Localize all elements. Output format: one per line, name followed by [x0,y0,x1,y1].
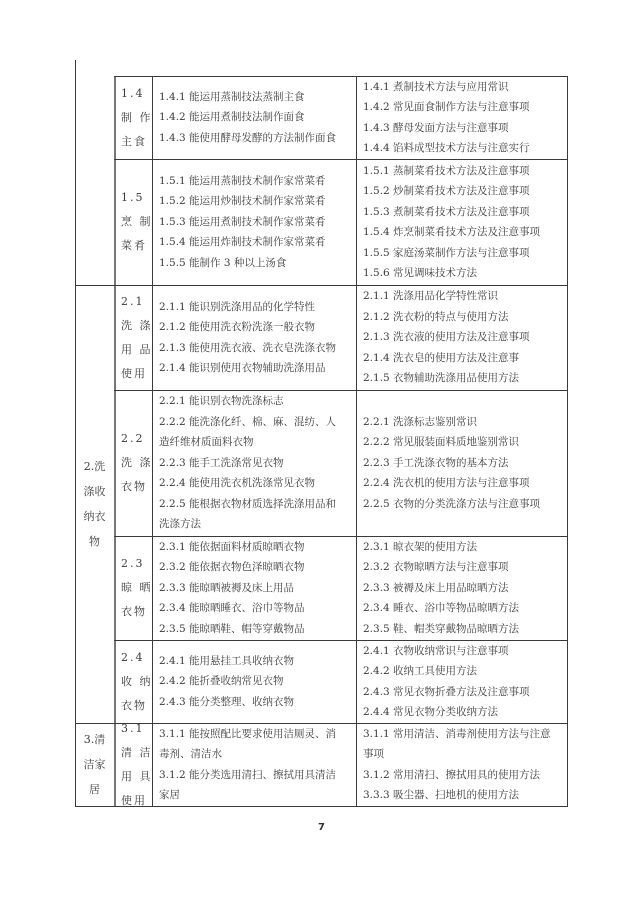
skill-requirements-line: 2.4.2 能折叠收纳常见衣物 [159,675,284,688]
unit-title-line: 使用 [121,366,147,380]
related-knowledge-line: 2.1.1 洗涤用品化学特性常识 [363,290,499,303]
unit-title-line: 使用 [121,793,147,807]
skill-requirements-line: 2.1.3 能使用洗衣液、洗衣皂洗涤衣物 [159,341,337,354]
unit-title-line: 清 洁 [121,745,153,759]
unit-title-line: 2.1 [121,294,145,308]
related-knowledge [357,724,568,806]
unit-title [115,717,153,813]
skill-requirements-line: 2.3.1 能依据面料材质晾晒衣物 [159,540,305,553]
unit-title-line: 菜肴 [121,239,147,252]
skill-requirements-line: 2.4.3 能分类整理、收纳衣物 [159,695,295,708]
skill-requirements-line: 2.1.1 能识别洗涤用品的化学特性 [159,300,316,313]
section-title [75,454,114,554]
related-knowledge [357,161,568,284]
related-knowledge-line: 1.5.3 煮制菜肴技术方法及注意事项 [363,205,530,218]
skill-requirements [153,651,357,713]
related-knowledge-line: 1.4.4 馅料成型技术方法与注意实行 [363,142,530,154]
related-knowledge-line: 2.1.2 洗衣粉的特点与使用方法 [363,310,509,323]
unit-title-line: 衣物 [121,698,147,712]
skill-requirements-line: 1.5.5 能制作 3 种以上汤食 [159,256,287,269]
skill-requirements-line: 1.5.4 能运用炸制技术制作家常菜肴 [159,236,326,249]
related-knowledge-line: 2.2.2 常见服装面料质地鉴别常识 [363,436,520,449]
skill-requirements-line: 家居 [159,789,180,801]
unit-title-line: 晾 晒 [121,581,153,594]
page-number: 7 [318,822,325,833]
skill-requirements-line: 1.4.2 能运用煮制技法制作面食 [159,111,305,124]
unit-title [115,82,153,154]
skill-requirements-line: 2.3.5 能晾晒鞋、帽等穿戴物品 [159,622,305,635]
related-knowledge-line: 2.3.3 被褥及床上用品晾晒方法 [363,581,509,594]
related-knowledge-line: 2.4.3 常见衣物折叠方法及注意事项 [363,685,530,698]
unit-title-line: 洗 涤 [121,318,153,332]
skill-requirements [153,724,357,806]
unit-title-line: 衣物 [121,480,147,493]
related-knowledge [357,77,568,159]
unit-title-line: 收 纳 [121,674,153,688]
skill-requirements [153,87,357,149]
related-knowledge-line: 2.2.4 洗衣机的使用方法与注意事项 [363,477,530,490]
unit-title-line: 2.2 [121,432,145,445]
unit-title-line: 制 作 [121,110,153,124]
skill-requirements [153,297,357,379]
skill-requirements-line: 2.2.2 能洗涤化纤、棉、麻、混纺、人 [159,415,337,428]
related-knowledge-line: 1.5.5 家庭汤菜制作方法与注意事项 [363,246,530,259]
related-knowledge-line: 2.2.3 手工洗涤衣物的基本方法 [363,456,509,469]
skill-requirements-line: 造纤维材质面料衣物 [159,436,254,449]
related-knowledge-line: 1.5.4 炸烹制菜肴技术方法及注意事项 [363,226,541,238]
unit-title-line: 用 品 [121,342,153,356]
related-knowledge-line: 2.3.4 睡衣、浴巾等物品晾晒方法 [363,602,520,615]
skill-requirements-line: 2.3.4 能晾晒睡衣、浴巾等物品 [159,602,305,615]
related-knowledge [357,641,568,723]
skill-requirements-line: 2.1.4 能识别使用衣物辅助洗涤用品 [159,362,326,374]
skill-requirements [153,537,357,640]
unit-title [115,646,153,718]
skill-requirements-line: 1.4.3 能使用酵母发酵的方法制作面食 [159,131,337,144]
skill-requirements-line: 2.1.2 能使用洗衣粉洗涤一般衣物 [159,321,316,333]
skill-requirements-line: 1.5.1 能运用蒸制技术制作家常菜肴 [159,174,326,187]
related-knowledge-line: 2.3.5 鞋、帽类穿戴物品晾晒方法 [363,622,520,635]
related-knowledge-line: 2.3.2 衣物晾晒方法与注意事项 [363,561,509,574]
related-knowledge-line: 2.1.3 洗衣液的使用方法及注意事项 [363,331,530,344]
skill-requirements-line: 毒剂、清洁水 [159,748,222,760]
unit-title-line: 衣物 [121,605,147,618]
related-knowledge-line: 2.3.1 晾衣架的使用方法 [363,540,478,553]
unit-title-line: 烹 制 [121,215,153,228]
skill-requirements-line: 3.1.2 能分类选用清扫、擦拭用具清洁 [159,768,337,781]
related-knowledge-line: 2.2.1 洗涤标志鉴别常识 [363,415,478,428]
skill-requirements-line: 2.2.5 能根据衣物材质选择洗涤用品和 [159,497,337,510]
related-knowledge-line: 1.5.6 常见调味技术方法 [363,267,478,279]
section-title-line: 2.洗 [83,460,106,473]
skill-requirements-line: 2.2.4 能使用洗衣机洗涤常见衣物 [159,477,316,490]
skill-requirements [153,171,357,274]
section-title-line: 涤收 [83,485,106,498]
related-knowledge-line: 1.4.2 常见面食制作方法与注意事项 [363,101,530,113]
related-knowledge [357,286,568,389]
skill-requirements-line: 洗涤方法 [159,518,201,531]
skill-requirements-line: 2.4.1 能用悬挂工具收纳衣物 [159,654,295,667]
section-title-line: 纳衣 [83,510,106,523]
unit-title-line: 洗 涤 [121,456,153,469]
related-knowledge-line: 3.3.3 吸尘器、扫地机的使用方法 [363,789,520,801]
skill-requirements-line: 1.5.3 能运用煮制技术制作家常菜肴 [159,215,326,228]
related-knowledge-line: 1.5.1 蒸制菜肴技术方法及注意事项 [363,164,530,177]
unit-title-line: 2.4 [121,650,145,664]
skill-requirements-line: 2.2.1 能识别衣物洗涤标志 [159,395,284,408]
skill-requirements [153,391,357,535]
section-title-line: 3.清 [83,733,106,746]
unit-title-line: 1.5 [121,191,145,204]
skill-requirements-line: 1.4.1 能运用蒸制技法蒸制主食 [159,90,305,103]
section-title-line: 居 [89,783,100,796]
related-knowledge-line: 3.1.2 常用清扫、擦拭用具的使用方法 [363,768,541,781]
unit-title [115,290,153,386]
section-title-line: 洁家 [83,758,106,771]
unit-title-line: 2.3 [121,557,145,570]
unit-title [115,552,153,624]
related-knowledge-line: 2.1.5 衣物辅助洗涤用品使用方法 [363,372,520,385]
unit-title-line: 用 具 [121,769,153,783]
table-left-border [75,60,76,807]
related-knowledge [357,412,568,515]
related-knowledge-line: 1.4.1 煮制技术方法与应用常识 [363,80,509,93]
unit-title-line: 3.1 [121,721,145,735]
related-knowledge-line: 事项 [363,748,384,760]
skill-requirements-line: 1.5.2 能运用炒制技术制作家常菜肴 [159,195,326,208]
related-knowledge-line: 3.1.1 常用清洁、消毒剂使用方法与注意 [363,727,551,740]
related-knowledge-line: 1.4.3 酵母发面方法与注意事项 [363,121,509,134]
related-knowledge-line: 1.5.2 炒制菜肴技术方法及注意事项 [363,185,530,197]
skill-requirements-line: 2.3.3 能晾晒被褥及床上用品 [159,581,295,594]
section-title [75,727,114,802]
unit-title [115,186,153,258]
unit-title [115,427,153,499]
related-knowledge-line: 2.1.4 洗衣皂的使用方法及注意事 [363,351,520,364]
unit-title-line: 1.4 [121,86,145,100]
related-knowledge-line: 2.4.2 收纳工具使用方法 [363,665,478,677]
related-knowledge [357,537,568,640]
skill-requirements-line: 2.2.3 能手工洗涤常见衣物 [159,456,284,469]
related-knowledge-line: 2.4.4 常见衣物分类收纳方法 [363,706,499,718]
section-title-line: 物 [89,535,100,548]
related-knowledge-line: 2.2.5 衣物的分类洗涤方法与注意事项 [363,497,541,510]
skill-requirements-line: 2.3.2 能依据衣物色泽晾晒衣物 [159,561,305,574]
related-knowledge-line: 2.4.1 衣物收纳常识与注意事项 [363,644,509,657]
skill-requirements-line: 3.1.1 能按照配比要求使用洁厕灵、消 [159,727,337,740]
unit-title-line: 主食 [121,134,147,148]
